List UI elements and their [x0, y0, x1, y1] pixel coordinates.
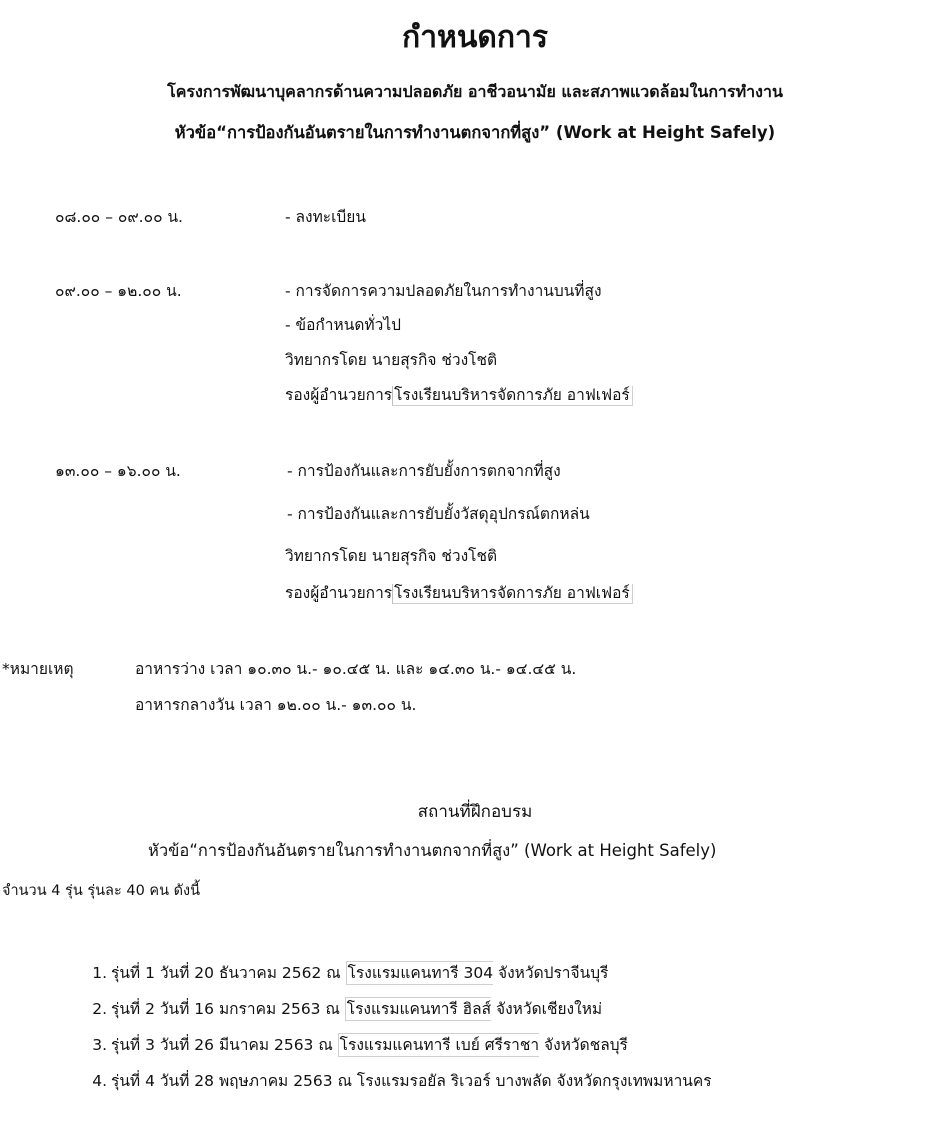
list-number: 2.: [92, 1000, 107, 1018]
list-item: [75, 955, 712, 991]
list-text: รุ่นที่ 3 วันที่ 26 มีนาคม 2563 ณ: [111, 1036, 338, 1054]
venue-list: [75, 955, 712, 1099]
position-organization: โรงเรียนบริหารจัดการภัย อาฟเฟอร์: [392, 386, 633, 406]
list-number: 1.: [92, 964, 107, 982]
province: จังหวัดชลบุรี: [539, 1036, 628, 1054]
list-item: [75, 991, 712, 1027]
list-number: 4.: [92, 1072, 107, 1090]
schedule-time-2: ๐๙.๐๐ – ๑๒.๐๐ น.: [55, 282, 182, 300]
schedule-time-1: ๐๘.๐๐ – ๐๙.๐๐ น.: [55, 208, 183, 226]
note-lunch: อาหารกลางวัน เวลา ๑๒.๐๐ น.- ๑๓.๐๐ น.: [135, 696, 417, 714]
venue-subtitle: หัวข้อ“การป้องกันอันตรายในการทำงานตกจากที่สูง” (Work at Height Safely): [148, 841, 717, 860]
position-prefix: รองผู้อำนวยการ: [285, 584, 393, 602]
list-item: [75, 1027, 712, 1063]
province: จังหวัดเชียงใหม่: [491, 1000, 603, 1018]
province: จังหวัดกรุงเทพมหานคร: [551, 1072, 712, 1090]
schedule-time-3: ๑๓.๐๐ – ๑๖.๐๐ น.: [55, 462, 181, 480]
list-text: รุ่นที่ 1 วันที่ 20 ธันวาคม 2562 ณ: [111, 964, 346, 982]
topic-subtitle: หัวข้อ“การป้องกันอันตรายในการทำงานตกจากที่สูง” (Work at Height Safely): [174, 123, 776, 142]
speaker-name: วิทยากรโดย นายสุรกิจ ช่วงโชติ: [285, 547, 498, 565]
speaker-name: วิทยากรโดย นายสุรกิจ ช่วงโชติ: [285, 351, 498, 369]
hotel-name: โรงแรมแคนทารี เบย์ ศรีราชา: [338, 1033, 539, 1057]
position-prefix: รองผู้อำนวยการ: [285, 386, 393, 404]
venue-count: จำนวน 4 รุ่น รุ่นละ 40 คน ดังนี้: [2, 883, 201, 899]
schedule-item: - การป้องกันและการยับยั้งการตกจากที่สูง: [287, 462, 561, 480]
page-title: กำหนดการ: [402, 20, 548, 55]
schedule-item: - การจัดการความปลอดภัยในการทำงานบนที่สูง: [285, 282, 602, 300]
province: จังหวัดปราจีนบุรี: [493, 964, 609, 982]
hotel-name: โรงแรมรอยัล ริเวอร์ บางพลัด: [356, 1072, 552, 1090]
venue-title: สถานที่ฝึกอบรม: [417, 802, 533, 822]
list-text: รุ่นที่ 2 วันที่ 16 มกราคม 2563 ณ: [111, 1000, 345, 1018]
list-item: [75, 1063, 712, 1099]
list-text: รุ่นที่ 4 วันที่ 28 พฤษภาคม 2563 ณ: [111, 1072, 357, 1090]
hotel-name: โรงแรมแคนทารี ฮิลส์: [345, 997, 491, 1021]
schedule-item: - ข้อกำหนดทั่วไป: [285, 316, 401, 334]
schedule-item: - ลงทะเบียน: [285, 208, 366, 226]
position-organization: โรงเรียนบริหารจัดการภัย อาฟเฟอร์: [392, 584, 633, 604]
note-snack: อาหารว่าง เวลา ๑๐.๓๐ น.- ๑๐.๔๕ น. และ ๑๔.๓๐ น.- ๑๔.๔๕ น.: [135, 660, 577, 678]
speaker-position: [285, 382, 633, 407]
schedule-item: - การป้องกันและการยับยั้งวัสดุอุปกรณ์ตกหล่น: [287, 505, 590, 523]
project-subtitle: โครงการพัฒนาบุคลากรด้านความปลอดภัย อาชีวอนามัย และสภาพแวดล้อมในการทำงาน: [167, 82, 783, 101]
hotel-name: โรงแรมแคนทารี 304: [346, 961, 493, 985]
speaker-position: [285, 580, 633, 605]
note-label: *หมายเหตุ: [2, 660, 74, 678]
list-number: 3.: [92, 1036, 107, 1054]
